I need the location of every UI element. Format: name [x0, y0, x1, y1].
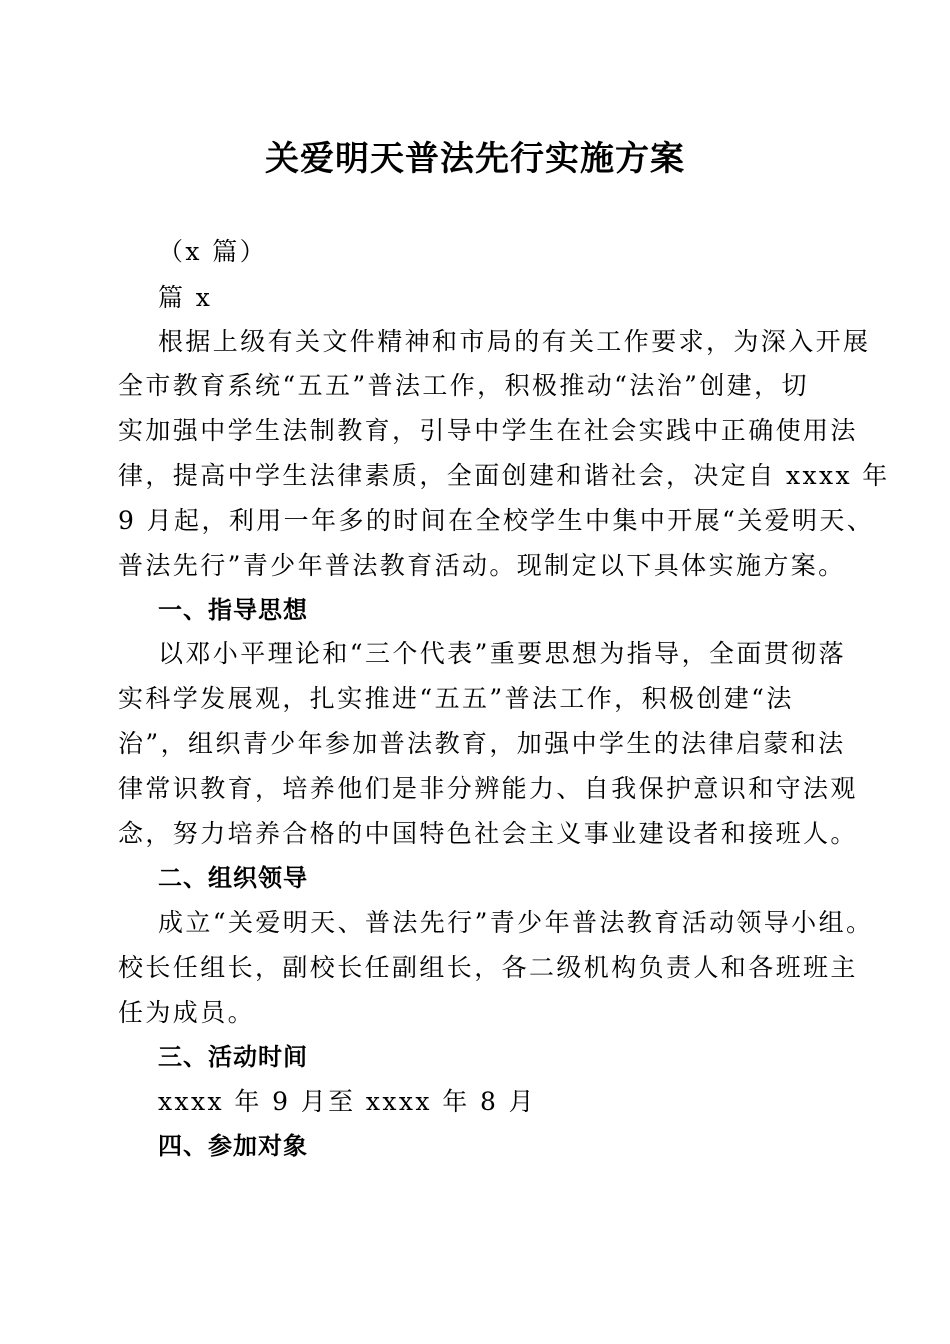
- section-line: 任为成员。: [118, 998, 256, 1027]
- section-line: 念，努力培养合格的中国特色社会主义事业建设者和接班人。: [118, 819, 858, 848]
- intro-line: 实加强中学生法制教育，引导中学生在社会实践中正确使用法: [118, 416, 858, 445]
- intro-line: 根据上级有关文件精神和市局的有关工作要求，为深入开展: [158, 327, 871, 356]
- section-line: 校长任组长，副校长任副组长，各二级机构负责人和各班班主: [118, 953, 858, 982]
- document-subtitle: （x 篇）: [158, 237, 268, 266]
- section-line: 律常识教育，培养他们是非分辨能力、自我保护意识和守法观: [118, 774, 858, 803]
- intro-line: 普法先行”青少年普法教育活动。现制定以下具体实施方案。: [118, 551, 846, 580]
- document-title: 关爱明天普法先行实施方案: [265, 139, 685, 179]
- section-heading: 一、指导思想: [158, 596, 308, 624]
- section-heading: 四、参加对象: [158, 1132, 308, 1160]
- intro-line: 全市教育系统“五五”普法工作，积极推动“法治”创建，切: [118, 371, 809, 400]
- section-label: 篇 x: [158, 283, 213, 312]
- section-heading: 二、组织领导: [158, 864, 308, 892]
- section-heading: 三、活动时间: [158, 1043, 308, 1071]
- intro-line: 律，提高中学生法律素质，全面创建和谐社会，决定自 xxxx 年: [118, 461, 890, 490]
- intro-line: 9 月起，利用一年多的时间在全校学生中集中开展“关爱明天、: [118, 506, 875, 535]
- section-line: 以邓小平理论和“三个代表”重要思想为指导，全面贯彻落: [158, 639, 846, 668]
- section-line: 实科学发展观，扎实推进“五五”普法工作，积极创建“法: [118, 684, 794, 713]
- section-line: 成立“关爱明天、普法先行”青少年普法教育活动领导小组。: [158, 908, 874, 937]
- section-line: xxxx 年 9 月至 xxxx 年 8 月: [158, 1087, 537, 1116]
- section-line: 治”，组织青少年参加普法教育，加强中学生的法律启蒙和法: [118, 729, 846, 758]
